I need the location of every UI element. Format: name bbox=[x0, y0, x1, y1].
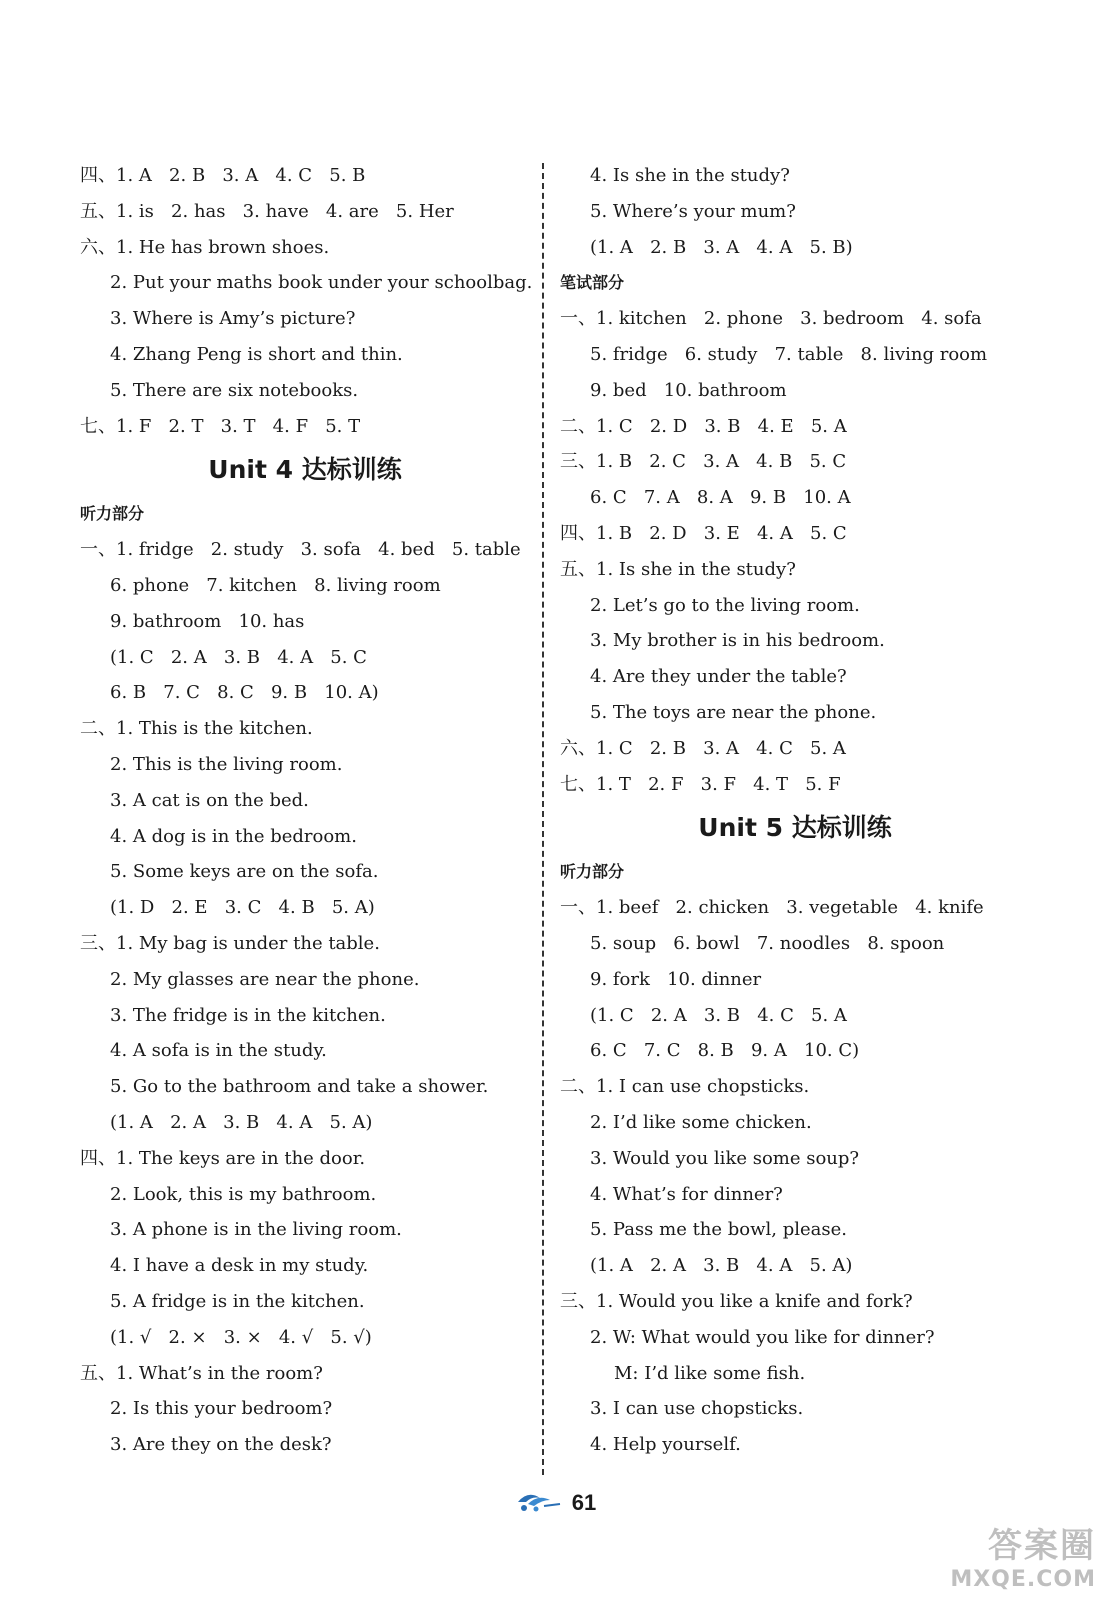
answer-line: 七、1. T 2. F 3. F 4. T 5. F bbox=[560, 773, 841, 795]
answer-line: 2. This is the living room. bbox=[110, 753, 343, 775]
answer-line: 6. C 7. C 8. B 9. A 10. C) bbox=[590, 1040, 860, 1062]
answer-line: 5. Pass me the bowl, please. bbox=[590, 1219, 848, 1241]
answer-line: 4. A sofa is in the study. bbox=[110, 1040, 327, 1062]
answer-line: 4. I have a desk in my study. bbox=[110, 1255, 369, 1277]
section-label: 听力部分 bbox=[80, 504, 145, 524]
answer-line: 9. bed 10. bathroom bbox=[590, 379, 787, 401]
answer-line: 一、1. beef 2. chicken 3. vegetable 4. knife bbox=[560, 897, 984, 919]
answer-line: 三、1. Would you like a knife and fork? bbox=[560, 1290, 913, 1312]
answer-line: 3. Would you like some soup? bbox=[590, 1147, 860, 1169]
answer-line: 6. phone 7. kitchen 8. living room bbox=[110, 574, 441, 596]
left-column bbox=[80, 158, 533, 1463]
page-number: 61 bbox=[571, 1490, 597, 1515]
unit-heading: Unit 4 达标训练 bbox=[208, 455, 402, 485]
answer-line: 四、1. B 2. D 3. E 4. A 5. C bbox=[560, 522, 847, 544]
answer-line: 2. I’d like some chicken. bbox=[590, 1111, 812, 1133]
answer-line: 3. The fridge is in the kitchen. bbox=[110, 1004, 386, 1026]
answer-line: 9. fork 10. dinner bbox=[590, 968, 762, 990]
answer-line: (1. A 2. B 3. A 4. A 5. B) bbox=[590, 236, 853, 258]
answer-line: 5. Where’s your mum? bbox=[590, 200, 796, 222]
right-column bbox=[560, 158, 1030, 1463]
answer-line: 三、1. B 2. C 3. A 4. B 5. C bbox=[560, 451, 847, 473]
answer-line: 4. A dog is in the bedroom. bbox=[110, 825, 357, 847]
answer-line: 6. B 7. C 8. C 9. B 10. A) bbox=[110, 682, 379, 704]
answer-line: (1. D 2. E 3. C 4. B 5. A) bbox=[110, 897, 375, 919]
answer-line: 二、1. I can use chopsticks. bbox=[560, 1076, 810, 1098]
watermark-cn: 答案圈 bbox=[988, 1526, 1096, 1566]
answer-line: 2. My glasses are near the phone. bbox=[110, 968, 420, 990]
answer-line: 五、1. What’s in the room? bbox=[80, 1362, 323, 1384]
answer-line: 6. C 7. A 8. A 9. B 10. A bbox=[590, 487, 851, 509]
answer-line: 5. The toys are near the phone. bbox=[590, 701, 877, 723]
answer-line: (1. C 2. A 3. B 4. C 5. A bbox=[590, 1004, 847, 1026]
answer-line: 二、1. C 2. D 3. B 4. E 5. A bbox=[560, 415, 847, 437]
answer-line: M: I’d like some fish. bbox=[614, 1362, 806, 1384]
watermark bbox=[950, 1518, 1096, 1592]
answer-line: 六、1. C 2. B 3. A 4. C 5. A bbox=[560, 737, 846, 759]
answer-line: 2. Let’s go to the living room. bbox=[590, 594, 860, 616]
watermark-en: MXQE.COM bbox=[950, 1567, 1096, 1592]
answer-line: 5. There are six notebooks. bbox=[110, 379, 359, 401]
answer-line: 5. Some keys are on the sofa. bbox=[110, 861, 379, 883]
answer-line: 二、1. This is the kitchen. bbox=[80, 718, 313, 740]
answer-line: (1. A 2. A 3. B 4. A 5. A) bbox=[590, 1255, 853, 1277]
section-label: 听力部分 bbox=[560, 862, 625, 882]
unit-heading: Unit 5 达标训练 bbox=[698, 813, 892, 843]
answer-line: 五、1. is 2. has 3. have 4. are 5. Her bbox=[80, 200, 454, 222]
answer-line: 3. Where is Amy’s picture? bbox=[110, 308, 356, 330]
answer-line: 3. Are they on the desk? bbox=[110, 1434, 332, 1456]
column-divider bbox=[542, 163, 544, 1475]
answer-line: 2. Put your maths book under your schoolbag. bbox=[110, 272, 533, 294]
answer-line: 4. Is she in the study? bbox=[590, 165, 790, 186]
answer-line: 4. Zhang Peng is short and thin. bbox=[110, 343, 403, 365]
answer-line: 四、1. A 2. B 3. A 4. C 5. B bbox=[80, 165, 366, 186]
answer-line: 4. Are they under the table? bbox=[590, 666, 847, 688]
answer-line: 2. Is this your bedroom? bbox=[110, 1398, 333, 1420]
answer-line: 六、1. He has brown shoes. bbox=[80, 236, 330, 258]
answer-line: 4. Help yourself. bbox=[590, 1434, 741, 1456]
answer-line: 四、1. The keys are in the door. bbox=[80, 1147, 366, 1169]
answer-line: 9. bathroom 10. has bbox=[110, 610, 305, 632]
answer-line: 一、1. fridge 2. study 3. sofa 4. bed 5. table bbox=[80, 539, 521, 561]
answer-line: 3. A cat is on the bed. bbox=[110, 789, 309, 811]
answer-line: (1. √ 2. × 3. × 4. √ 5. √) bbox=[110, 1326, 372, 1348]
leaf-ornament-icon bbox=[514, 1488, 562, 1518]
answer-line: 2. W: What would you like for dinner? bbox=[590, 1326, 935, 1348]
answer-line: 2. Look, this is my bathroom. bbox=[110, 1183, 377, 1205]
answer-line: 5. fridge 6. study 7. table 8. living room bbox=[590, 343, 988, 365]
answer-line: (1. A 2. A 3. B 4. A 5. A) bbox=[110, 1111, 373, 1133]
answer-line: 5. soup 6. bowl 7. noodles 8. spoon bbox=[590, 932, 945, 954]
answer-line: 五、1. Is she in the study? bbox=[560, 558, 796, 580]
answer-line: 3. My brother is in his bedroom. bbox=[590, 630, 885, 652]
answer-line: 5. A fridge is in the kitchen. bbox=[110, 1290, 365, 1312]
answer-line: 4. What’s for dinner? bbox=[590, 1183, 783, 1205]
page-footer bbox=[0, 1488, 1110, 1518]
section-label: 笔试部分 bbox=[560, 273, 625, 293]
answer-line: 三、1. My bag is under the table. bbox=[80, 932, 380, 954]
answer-line: 一、1. kitchen 2. phone 3. bedroom 4. sofa bbox=[560, 308, 982, 330]
answer-line: (1. C 2. A 3. B 4. A 5. C bbox=[110, 646, 367, 668]
answer-line: 5. Go to the bathroom and take a shower. bbox=[110, 1076, 489, 1098]
answer-line: 七、1. F 2. T 3. T 4. F 5. T bbox=[80, 415, 361, 437]
answer-line: 3. A phone is in the living room. bbox=[110, 1219, 402, 1241]
answer-line: 3. I can use chopsticks. bbox=[590, 1398, 804, 1420]
